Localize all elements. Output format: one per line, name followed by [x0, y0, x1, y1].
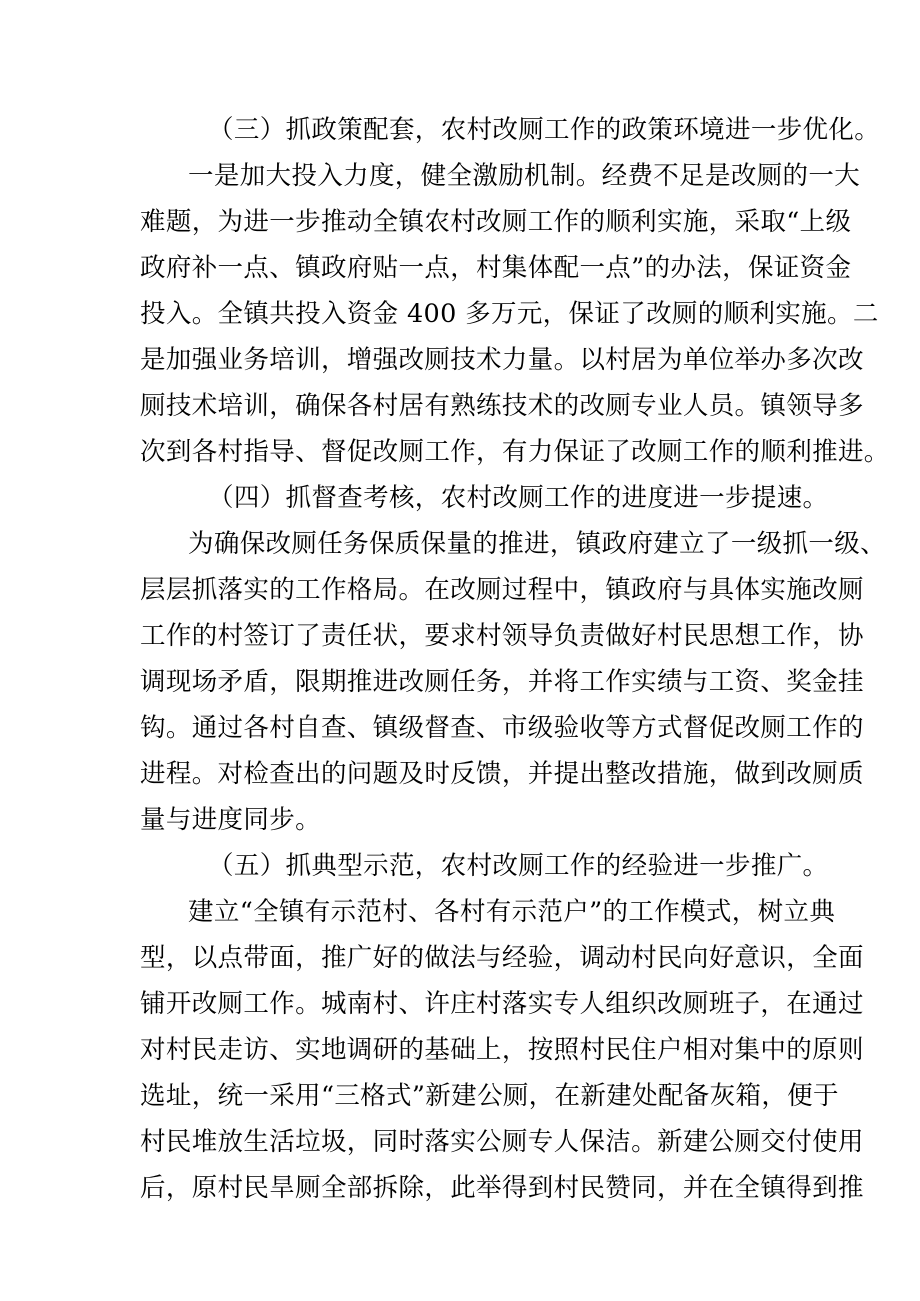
paragraph-line: 次到各村指导、督促改厕工作，有力保证了改厕工作的顺利推进。	[140, 437, 890, 467]
paragraph-line: 投入。全镇共投入资金 400 多万元，保证了改厕的顺利实施。二	[140, 299, 879, 329]
section-heading-five: （五）抓典型示范，农村改厕工作的经验进一步推广。	[208, 851, 829, 881]
paragraph-line: 一是加大投入力度，健全激励机制。经费不足是改厕的一大	[188, 161, 861, 191]
paragraph-line: 对村民走访、实地调研的基础上，按照村民住户相对集中的原则	[140, 1035, 864, 1065]
paragraph-line: 进程。对检查出的问题及时反馈，并提出整改措施，做到改厕质	[140, 759, 864, 789]
section-heading-three: （三）抓政策配套，农村改厕工作的政策环境进一步优化。	[208, 115, 881, 145]
paragraph-line: 层层抓落实的工作格局。在改厕过程中，镇政府与具体实施改厕	[140, 575, 864, 605]
paragraph-line: 型，以点带面，推广好的做法与经验，调动村民向好意识，全面	[140, 943, 864, 973]
paragraph-line: 工作的村签订了责任状，要求村领导负责做好村民思想工作，协	[140, 621, 864, 651]
paragraph-line: 为确保改厕任务保质保量的推进，镇政府建立了一级抓一级、	[188, 529, 886, 559]
paragraph-line: 铺开改厕工作。城南村、许庄村落实专人组织改厕班子，在通过	[140, 989, 864, 1019]
paragraph-line: 量与进度同步。	[140, 805, 321, 835]
paragraph-line: 选址，统一采用“三格式”新建公厕，在新建处配备灰箱，便于	[140, 1081, 839, 1111]
paragraph-line: 难题，为进一步推动全镇农村改厕工作的顺利实施，采取“上级	[140, 207, 852, 237]
section-heading-four: （四）抓督查考核，农村改厕工作的进度进一步提速。	[208, 483, 829, 513]
paragraph-line: 钩。通过各村自查、镇级督查、市级验收等方式督促改厕工作的	[140, 713, 864, 743]
paragraph-line: 建立“全镇有示范村、各村有示范户”的工作模式，树立典	[188, 897, 836, 927]
paragraph-line: 是加强业务培训，增强改厕技术力量。以村居为单位举办多次改	[140, 345, 864, 375]
paragraph-line: 后，原村民旱厕全部拆除，此举得到村民赞同，并在全镇得到推	[140, 1173, 864, 1203]
paragraph-line: 村民堆放生活垃圾，同时落实公厕专人保洁。新建公厕交付使用	[140, 1127, 864, 1157]
paragraph-line: 厕技术培训，确保各村居有熟练技术的改厕专业人员。镇领导多	[140, 391, 864, 421]
paragraph-line: 政府补一点、镇政府贴一点，村集体配一点”的办法，保证资金	[140, 253, 852, 283]
paragraph-line: 调现场矛盾，限期推进改厕任务，并将工作实绩与工资、奖金挂	[140, 667, 864, 697]
